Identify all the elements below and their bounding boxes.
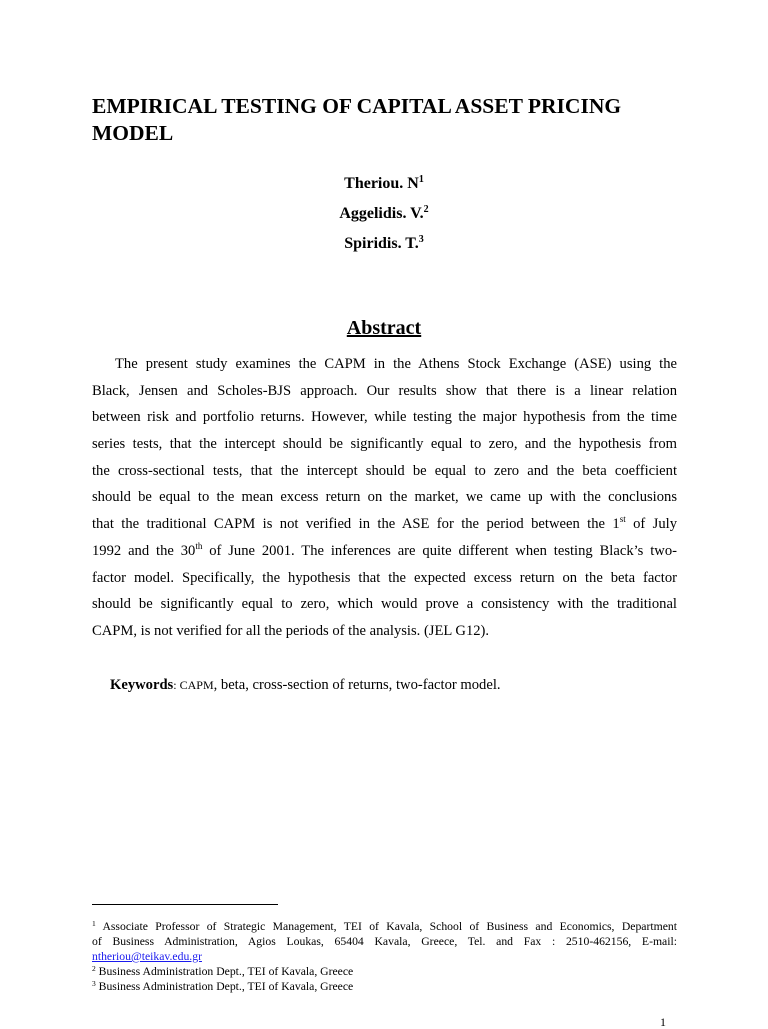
footnote-2 — [92, 964, 677, 979]
footnote-text: Business Administration Dept., TEI of Kavala, Greece — [95, 965, 354, 978]
footnote-1-email-line — [92, 949, 677, 964]
abstract-line: series tests, that the intercept should be significantly equal to zero, and the hypothesis from — [92, 436, 677, 453]
keywords-label: Keywords — [110, 677, 174, 693]
author-1 — [0, 170, 768, 200]
abstract-heading: Abstract — [346, 317, 422, 339]
author-affiliation-marker: 2 — [423, 204, 429, 215]
author-affiliation-marker: 1 — [418, 174, 424, 185]
footnote-divider — [92, 904, 278, 905]
abstract-line: Black, Jensen and Scholes-BJS approach. Our results show that there is a linear relation — [92, 382, 677, 399]
keywords-list: , beta, cross-section of returns, two-factor model. — [213, 677, 501, 693]
abstract-line: between risk and portfolio returns. However, while testing the major hypothesis from the time — [92, 409, 677, 426]
footnote-text: Business Administration Dept., TEI of Kavala, Greece — [95, 980, 354, 993]
abstract-line — [92, 538, 677, 565]
keywords-colon: : — [173, 678, 177, 692]
author-list — [0, 170, 768, 260]
author-2 — [0, 200, 768, 230]
ordinal-suffix: st — [619, 514, 626, 525]
abstract-line: The present study examines the CAPM in the Athens Stock Exchange (ASE) using the — [115, 356, 677, 372]
abstract-text: of June 2001. The inferences are quite different when testing Black’s two- — [202, 542, 677, 559]
paper-title: EMPIRICAL TESTING OF CAPITAL ASSET PRICING MODEL — [92, 94, 622, 145]
abstract-text: of July — [625, 516, 677, 533]
author-name: Theriou. N — [344, 175, 419, 192]
footnote-text: Associate Professor of Strategic Management, TEI of Kavala, School of Business and Economics, Department — [95, 920, 677, 933]
author-name: Aggelidis. V. — [339, 205, 424, 222]
abstract-line: CAPM, is not verified for all the periods of the analysis. (JEL G12). — [92, 622, 490, 639]
abstract-text: 1992 and the 30 — [92, 542, 196, 559]
email-link[interactable]: ntheriou@teikav.edu.gr — [92, 950, 202, 963]
footnotes — [92, 919, 677, 994]
page-number: 1 — [660, 1015, 666, 1029]
abstract-line: factor model. Specifically, the hypothesis that the expected excess return on the beta factor — [92, 569, 677, 586]
abstract-line: should be equal to the mean excess return on the market, we came up with the conclusions — [92, 489, 677, 506]
author-name: Spiridis. T. — [344, 235, 419, 252]
footnote-marker: 1 — [92, 919, 96, 928]
footnote-1-continued: of Business Administration, Agios Loukas, 65404 Kavala, Greece, Tel. and Fax : 2510-462156, E-mail: — [92, 935, 677, 948]
abstract-line — [92, 511, 677, 538]
author-3 — [0, 230, 768, 260]
footnote-marker: 2 — [92, 964, 96, 973]
footnote-marker: 3 — [92, 979, 96, 988]
footnote-1 — [92, 919, 677, 934]
abstract-body — [92, 351, 677, 645]
ordinal-suffix: th — [195, 540, 203, 551]
footnote-3 — [92, 979, 677, 994]
keywords-line — [110, 675, 680, 695]
keyword-capm: CAPM — [176, 678, 214, 692]
abstract-line: should be significantly equal to zero, which would prove a consistency with the traditional — [92, 596, 677, 613]
abstract-line: the cross-sectional tests, that the intercept should be equal to zero and the beta coefficient — [92, 462, 677, 479]
abstract-text: that the traditional CAPM is not verified in the ASE for the period between the 1 — [92, 516, 620, 533]
author-affiliation-marker: 3 — [418, 234, 424, 245]
